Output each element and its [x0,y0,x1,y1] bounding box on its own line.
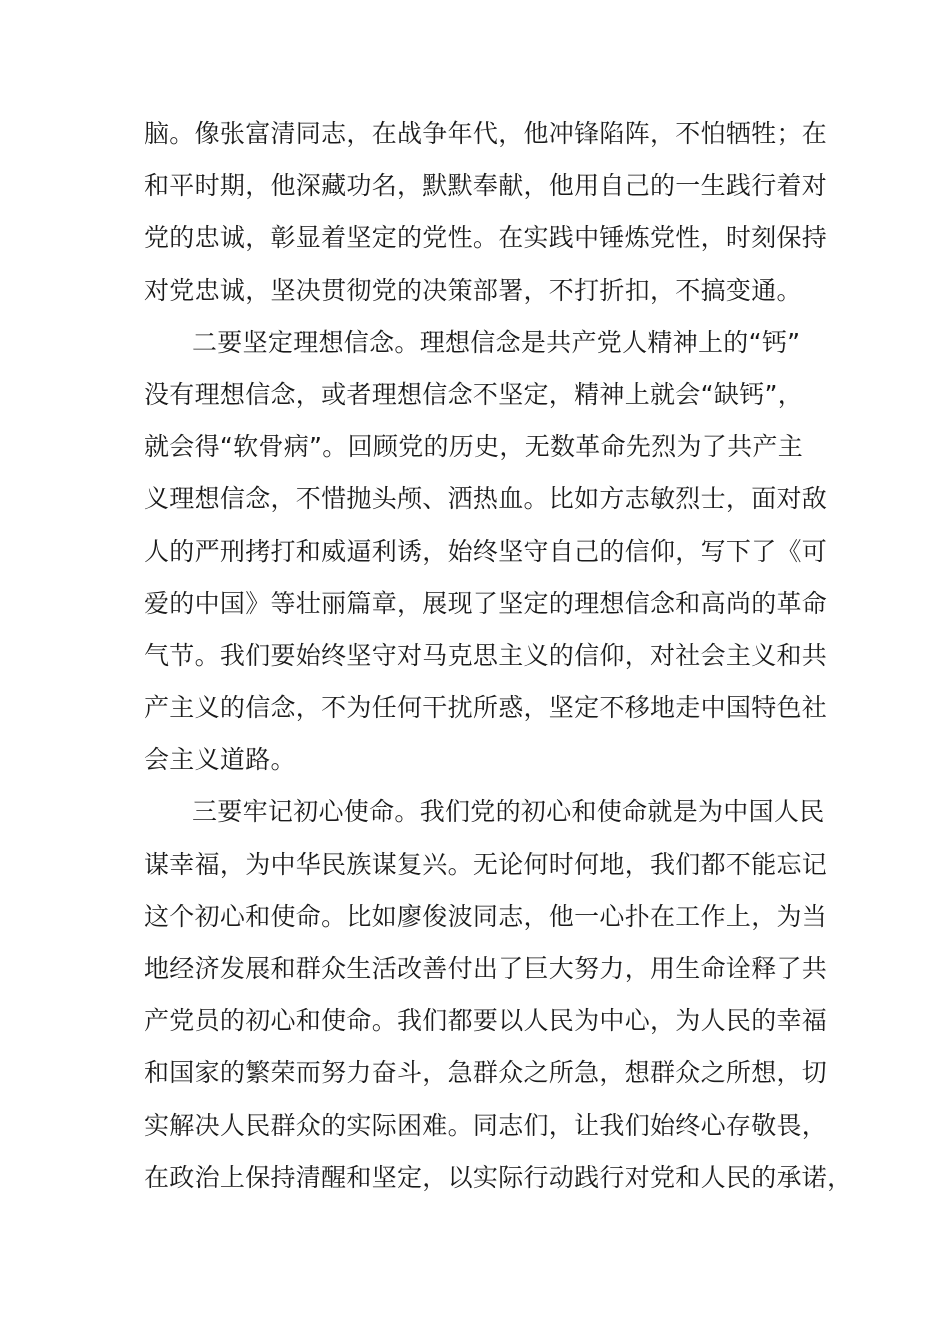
body-text [144,108,853,1204]
text-line: 爱的中国》等壮丽篇章，展现了坚定的理想信念和高尚的革命 [144,588,828,618]
text-line: 脑。像张富清同志，在战争年代，他冲锋陷阵，不怕牺牲；在 [144,119,828,148]
text-line: 产党员的初心和使命。我们都要以人民为中心，为人民的幸福 [144,1006,828,1036]
text-line: 义理想信念，不惜抛头颅、洒热血。比如方志敏烈士，面对敌 [144,484,828,514]
text-line: 地经济发展和群众生活改善付出了巨大努力，用生命诠释了共 [144,954,828,983]
text-line: 谋幸福，为中华民族谋复兴。无论何时何地，我们都不能忘记 [144,849,828,879]
text-line: 产主义的信念，不为任何干扰所惑，坚定不移地走中国特色社 [144,693,828,723]
text-line: 实解决人民群众的实际困难。同志们，让我们始终心存敬畏， [144,1110,828,1140]
text-line: 在政治上保持清醒和坚定，以实际行动践行对党和人民的承诺， [144,1162,853,1192]
text-line: 就会得“软骨病”。回顾党的历史，无数革命先烈为了共产主 [144,432,804,462]
text-line: 和平时期，他深藏功名，默默奉献，他用自己的一生践行着对 [144,171,828,201]
text-line: 和国家的繁荣而努力奋斗，急群众之所急，想群众之所想，切 [144,1058,828,1088]
text-line: 对党忠诚，坚决贯彻党的决策部署，不打折扣，不搞变通。 [144,275,802,305]
paragraph-heading-line: 三要牢记初心使命。我们党的初心和使命就是为中国人民 [192,797,825,827]
text-line: 党的忠诚，彰显着坚定的党性。在实践中锤炼党性，时刻保持 [144,223,828,253]
text-line: 这个初心和使命。比如廖俊波同志，他一心扑在工作上，为当 [144,901,828,931]
text-line: 人的严刑拷打和威逼利诱，始终坚守自己的信仰，写下了《可 [144,536,828,566]
text-line: 没有理想信念，或者理想信念不坚定，精神上就会“缺钙”， [144,379,804,409]
text-line: 会主义道路。 [144,745,296,775]
text-line: 气节。我们要始终坚守对马克思主义的信仰，对社会主义和共 [144,640,828,670]
paragraph-heading-line: 二要坚定理想信念。理想信念是共产党人精神上的“钙” [192,327,801,357]
